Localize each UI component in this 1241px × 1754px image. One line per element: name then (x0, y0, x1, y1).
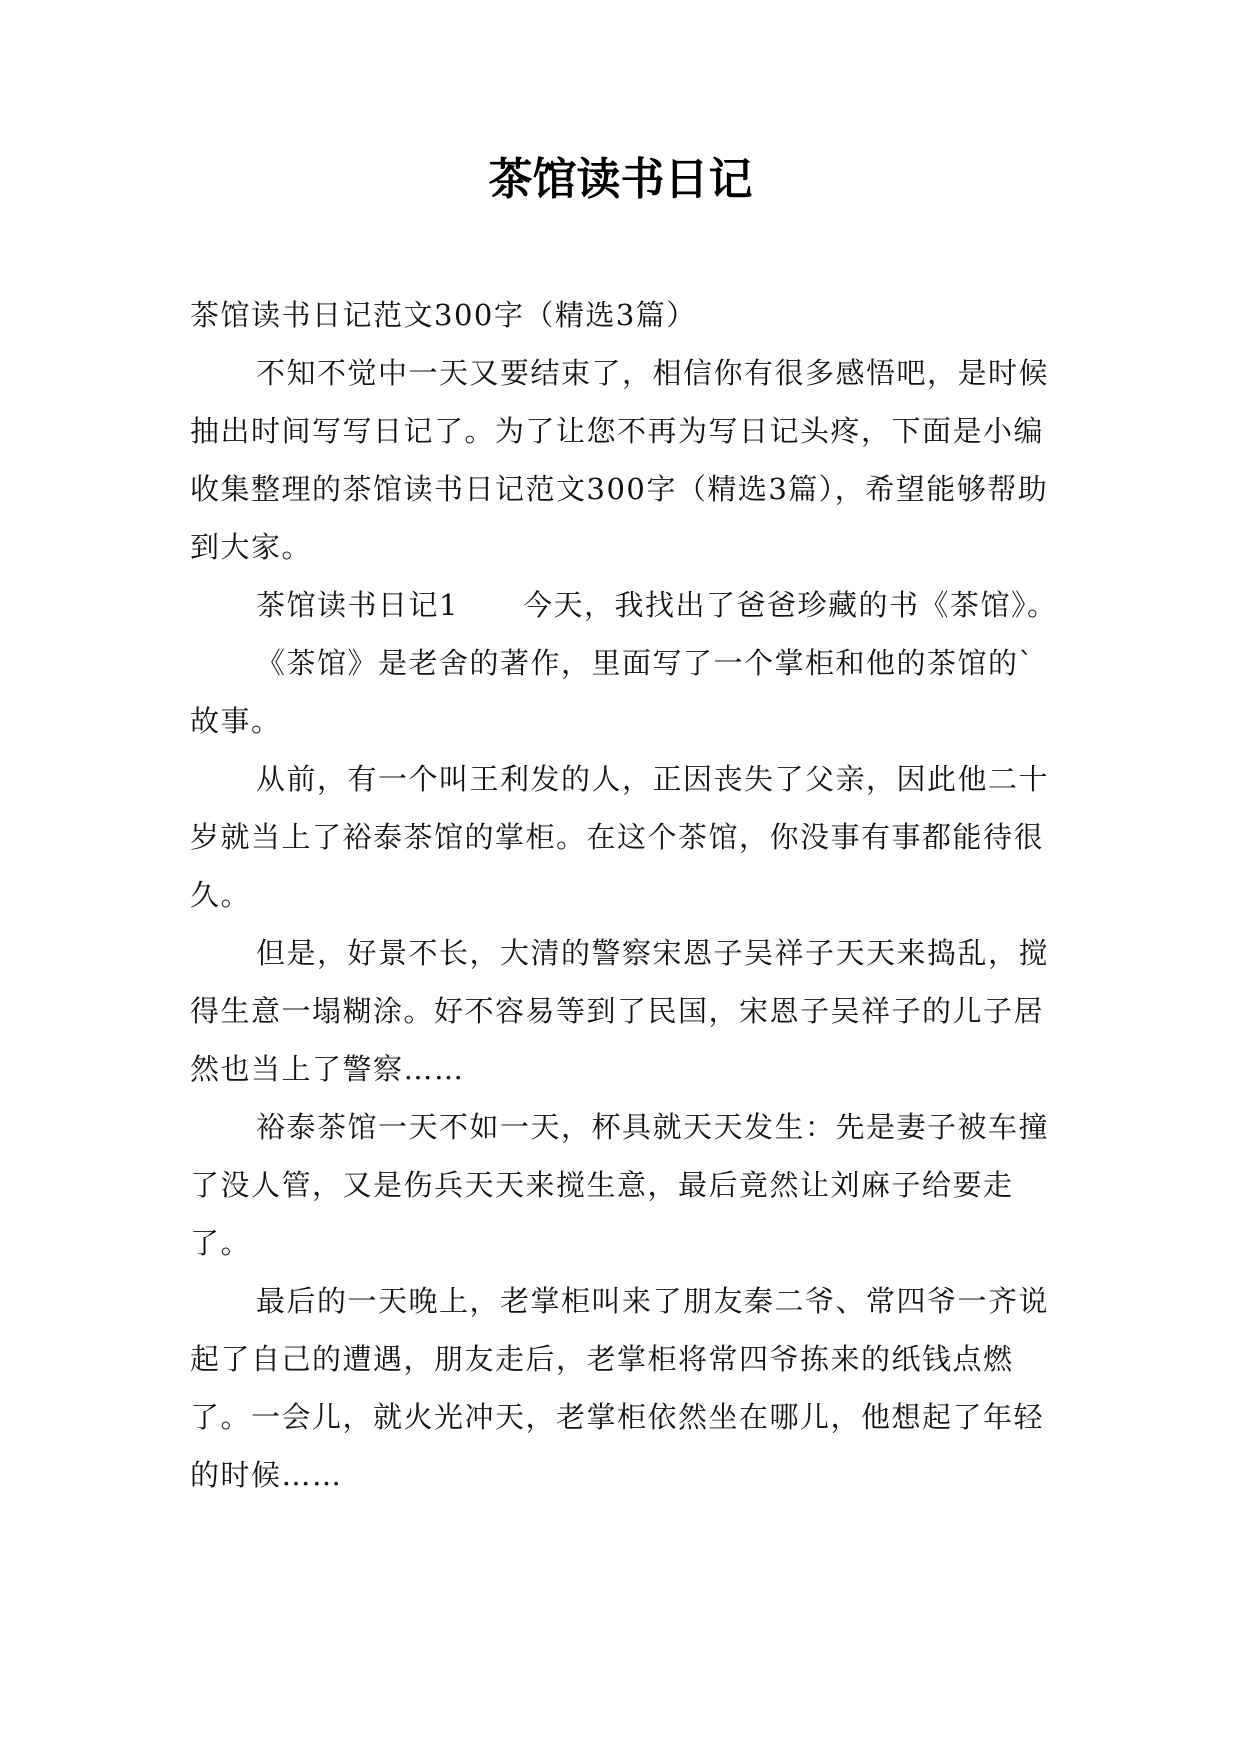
document-subtitle: 茶馆读书日记范文300字（精选3篇） (190, 298, 697, 332)
body-paragraph: 最后的一天晚上，老掌柜叫来了朋友秦二爷、常四爷一齐说起了自己的遭遇，朋友走后，老掌柜将常四爷拣来的纸钱点燃了。一会儿，就火光冲天，老掌柜依然坐在哪儿，他想起了年轻的时候…… (190, 1284, 1050, 1492)
document-body (190, 286, 1058, 1504)
entry-1-paragraph (190, 576, 1058, 634)
body-paragraph: 裕泰茶馆一天不如一天，杯具就天天发生：先是妻子被车撞了没人管，又是伤兵天天来搅生意，最后竟然让刘麻子给要走了。 (190, 1110, 1050, 1260)
document-title: 茶馆读书日记 (488, 154, 753, 205)
entry-1-text: 今天，我找出了爸爸珍藏的书《茶馆》。 (522, 588, 1058, 622)
entry-1-heading: 茶馆读书日记1 (256, 588, 459, 622)
body-paragraph: 《茶馆》是老舍的著作，里面写了一个掌柜和他的茶馆的`故事。 (190, 646, 1035, 738)
body-paragraph: 但是，好景不长，大清的警察宋恩子吴祥子天天来捣乱，搅得生意一塌糊涂。好不容易等到了民国，宋恩子吴祥子的儿子居然也当上了警察…… (190, 936, 1050, 1086)
intro-paragraph: 不知不觉中一天又要结束了，相信你有很多感悟吧，是时候抽出时间写写日记了。为了让您不再为写日记头疼，下面是小编收集整理的茶馆读书日记范文300字（精选3篇），希望能够帮助到大家。 (190, 356, 1050, 564)
body-paragraph: 从前，有一个叫王利发的人，正因丧失了父亲，因此他二十岁就当上了裕泰茶馆的掌柜。在这个茶馆，你没事有事都能待很久。 (190, 762, 1050, 912)
